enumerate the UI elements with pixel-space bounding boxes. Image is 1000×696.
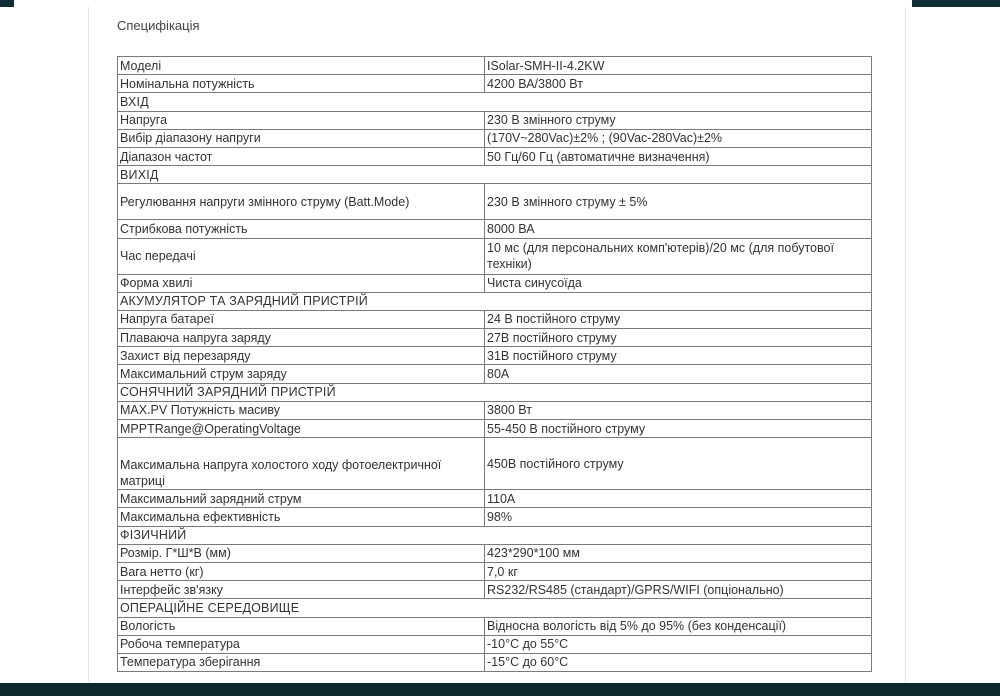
spec-value: 98% bbox=[485, 508, 872, 526]
table-row bbox=[118, 581, 872, 599]
table-row bbox=[118, 329, 872, 347]
section-row bbox=[118, 292, 872, 310]
spec-label: Стрибкова потужність bbox=[118, 220, 485, 238]
spec-label: Форма хвилі bbox=[118, 274, 485, 292]
spec-value: 55-450 В постійного струму bbox=[485, 420, 872, 438]
spec-value: 230 В змінного струму bbox=[485, 111, 872, 129]
section-heading: АКУМУЛЯТОР ТА ЗАРЯДНИЙ ПРИСТРІЙ bbox=[118, 292, 872, 310]
table-row bbox=[118, 57, 872, 75]
table-row bbox=[118, 562, 872, 580]
table-row bbox=[118, 184, 872, 220]
spec-label: MAX.PV Потужність масиву bbox=[118, 401, 485, 419]
bottom-strip bbox=[0, 683, 1000, 696]
spec-label: Вага нетто (кг) bbox=[118, 562, 485, 580]
spec-value: 10 мс (для персональних комп'ютерів)/20 мс (для побутової техніки) bbox=[485, 238, 872, 274]
table-row bbox=[118, 274, 872, 292]
table-row bbox=[118, 508, 872, 526]
spec-value: Відносна вологість від 5% до 95% (без конденсації) bbox=[485, 617, 872, 635]
spec-label: Захист від перезаряду bbox=[118, 347, 485, 365]
section-heading: ВИХІД bbox=[118, 166, 872, 184]
spec-label: Плаваюча напруга заряду bbox=[118, 329, 485, 347]
spec-table bbox=[117, 56, 872, 672]
table-row bbox=[118, 310, 872, 328]
section-row bbox=[118, 383, 872, 401]
spec-label: Максимальна напруга холостого ходу фотоелектричної матриці bbox=[118, 438, 485, 490]
spec-value: 3800 Вт bbox=[485, 401, 872, 419]
table-row bbox=[118, 490, 872, 508]
top-strip-right-edge bbox=[912, 0, 1000, 7]
page-title: Специфікація bbox=[117, 18, 200, 33]
spec-value: 4200 ВА/3800 Вт bbox=[485, 75, 872, 93]
spec-value: 7,0 кг bbox=[485, 562, 872, 580]
section-row bbox=[118, 93, 872, 111]
spec-value: 8000 ВА bbox=[485, 220, 872, 238]
top-strip bbox=[0, 0, 1000, 7]
spec-value: 24 В постійного струму bbox=[485, 310, 872, 328]
table-row bbox=[118, 238, 872, 274]
section-row bbox=[118, 526, 872, 544]
table-row bbox=[118, 220, 872, 238]
table-row bbox=[118, 544, 872, 562]
spec-label: Час передачі bbox=[118, 238, 485, 274]
spec-value: RS232/RS485 (стандарт)/GPRS/WIFI (опціонально) bbox=[485, 581, 872, 599]
spec-label: MPPTRange@OperatingVoltage bbox=[118, 420, 485, 438]
spec-label: Максимальний зарядний струм bbox=[118, 490, 485, 508]
spec-label: Розмір. Г*Ш*В (мм) bbox=[118, 544, 485, 562]
spec-label: Максимальний струм заряду bbox=[118, 365, 485, 383]
spec-value: Чиста синусоїда bbox=[485, 274, 872, 292]
table-row bbox=[118, 653, 872, 671]
spec-value: -15°C до 60°C bbox=[485, 653, 872, 671]
top-strip-left-edge bbox=[0, 0, 14, 7]
spec-value: -10°C до 55°C bbox=[485, 635, 872, 653]
spec-label: Температура зберігання bbox=[118, 653, 485, 671]
spec-value: 110А bbox=[485, 490, 872, 508]
spec-label: Інтерфейс зв'язку bbox=[118, 581, 485, 599]
spec-value: ISolar-SMH-II-4.2KW bbox=[485, 57, 872, 75]
table-row bbox=[118, 420, 872, 438]
spec-label: Максимальна ефективність bbox=[118, 508, 485, 526]
spec-value: 27В постійного струму bbox=[485, 329, 872, 347]
spec-label: Номінальна потужність bbox=[118, 75, 485, 93]
spec-label: Вибір діапазону напруги bbox=[118, 129, 485, 147]
spec-label: Діапазон частот bbox=[118, 147, 485, 165]
spec-label: Регулювання напруги змінного струму (Batt.Mode) bbox=[118, 184, 485, 220]
section-row bbox=[118, 166, 872, 184]
table-row bbox=[118, 438, 872, 490]
spec-label: Напруга батареї bbox=[118, 310, 485, 328]
table-row bbox=[118, 129, 872, 147]
spec-value: 423*290*100 мм bbox=[485, 544, 872, 562]
table-row bbox=[118, 401, 872, 419]
spec-value: 230 В змінного струму ± 5% bbox=[485, 184, 872, 220]
spec-label: Моделі bbox=[118, 57, 485, 75]
table-row bbox=[118, 75, 872, 93]
spec-value: 31В постійного струму bbox=[485, 347, 872, 365]
table-row bbox=[118, 347, 872, 365]
spec-value: 80А bbox=[485, 365, 872, 383]
section-row bbox=[118, 599, 872, 617]
spec-value: (170V~280Vac)±2% ; (90Vac-280Vac)±2% bbox=[485, 129, 872, 147]
spec-value: 50 Гц/60 Гц (автоматичне визначення) bbox=[485, 147, 872, 165]
section-heading: СОНЯЧНИЙ ЗАРЯДНИЙ ПРИСТРІЙ bbox=[118, 383, 872, 401]
spec-content-panel bbox=[88, 7, 906, 683]
section-heading: ФІЗИЧНИЙ bbox=[118, 526, 872, 544]
spec-label: Напруга bbox=[118, 111, 485, 129]
table-row bbox=[118, 365, 872, 383]
spec-label: Робоча температура bbox=[118, 635, 485, 653]
table-row bbox=[118, 617, 872, 635]
spec-label: Вологість bbox=[118, 617, 485, 635]
section-heading: ВХІД bbox=[118, 93, 872, 111]
section-heading: ОПЕРАЦІЙНЕ СЕРЕДОВИЩЕ bbox=[118, 599, 872, 617]
table-row bbox=[118, 147, 872, 165]
spec-value: 450В постійного струму bbox=[485, 438, 872, 490]
table-row bbox=[118, 111, 872, 129]
table-row bbox=[118, 635, 872, 653]
